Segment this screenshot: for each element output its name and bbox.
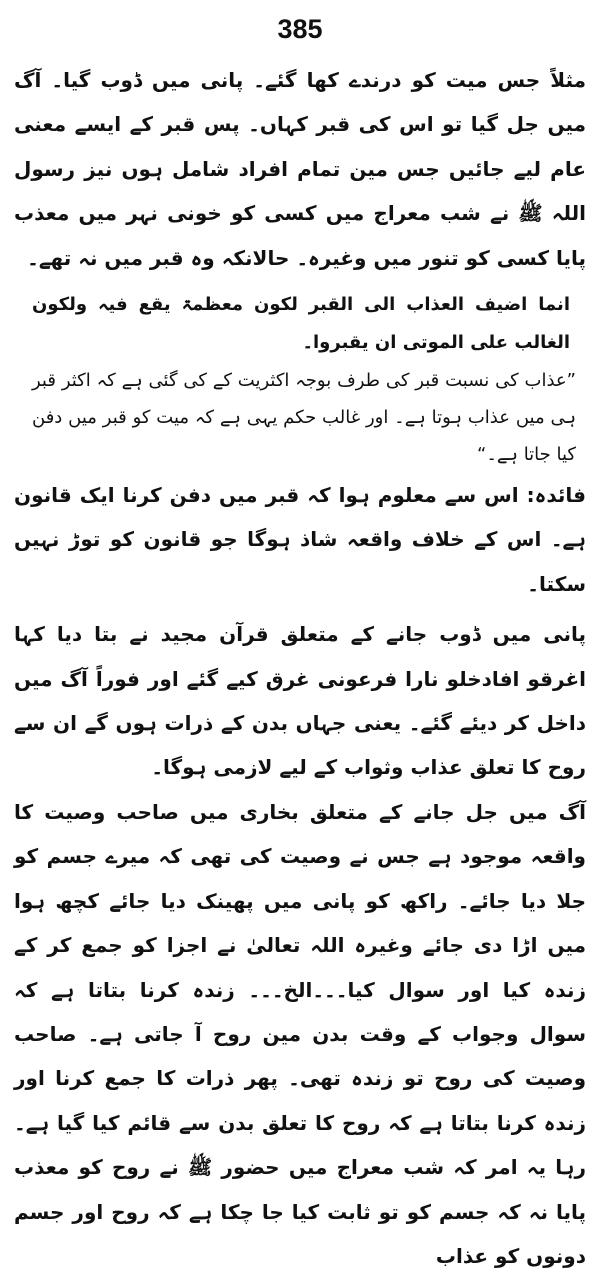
paragraph-drowning: پانی میں ڈوب جانے کے متعلق قرآن مجید نے بتا دیا کہا اغرقو افادخلو نارا فرعونی غرق کیے گئے اور فوراً آگ میں داخل کر دیئے گئے۔ یعنی جہاں بدن کے ذرات ہوں گے ان سے روح کا تعلق عذاب وثواب کے لیے لازمی ہوگا۔: [14, 622, 586, 780]
paragraph-graves-meaning: مثلاً جس میت کو درندے کھا گئے۔ پانی میں ڈوب گیا۔ آگ میں جل گیا تو اس کی قبر کہاں۔ پس قبر کے ایسے معنی عام لیے جائیں جس مین تمام افراد شامل ہوں نیز رسول اللہ ﷺ نے شب معراج میں کسی کو خونی نہر میں معذب پایا کسی کو تنور میں وغیرہ۔ حالانکہ وہ قبر میں نہ تھے۔: [14, 68, 586, 270]
paragraph-burning: آگ میں جل جانے کے متعلق بخاری میں صاحب وصیت کا واقعہ موجود ہے جس نے وصیت کی تھی کہ میرے جسم کو جلا دیا جائے۔ راکھ کو پانی میں پھینک دیا جائے کچھ ہوا میں اڑا دی جائے وغیرہ اللہ تعالیٰ نے اجزا کو جمع کر کے زندہ کیا اور سوال کیا۔۔۔الخ۔۔۔ زندہ کرنا بتاتا ہے کہ سوال وجواب کے وقت بدن مین روح آ جاتی ہے۔ صاحب وصیت کی روح تو زندہ تھی۔ پھر ذرات کا جمع کرنا اور زندہ کرنا بتاتا ہے کہ روح کا تعلق بدن سے قائم کیا گیا ہے۔ رہا یہ امر کہ شب معراج میں حضور ﷺ نے روح کو معذب پایا نہ کہ جسم کو تو ثابت کیا جا چکا ہے کہ روح اور جسم دونوں کو عذاب: [14, 799, 586, 1268]
urdu-translation: ”عذاب کی نسبت قبر کی طرف بوجہ اکثریت کے کی گئی ہے کہ اکثر قبر ہی میں عذاب ہوتا ہے۔ اور غالب حکم یہی ہے کہ میت کو قبر میں دفن کیا جاتا ہے۔“: [32, 370, 576, 466]
paragraph-benefit: فائدہ: اس سے معلوم ہوا کہ قبر میں دفن کرنا ایک قانون ہے۔ اس کے خلاف واقعہ شاذ ہوگا جو قانون کو توڑ نہیں سکتا۔: [14, 483, 586, 596]
page-number: 385: [277, 14, 323, 44]
page-body: [14, 58, 586, 1278]
arabic-quotation: انما اضیف العذاب الی القبر لکون معظمۃ یقع فیہ ولکون الغالب علی الموتی ان یقبروا۔: [32, 294, 570, 354]
